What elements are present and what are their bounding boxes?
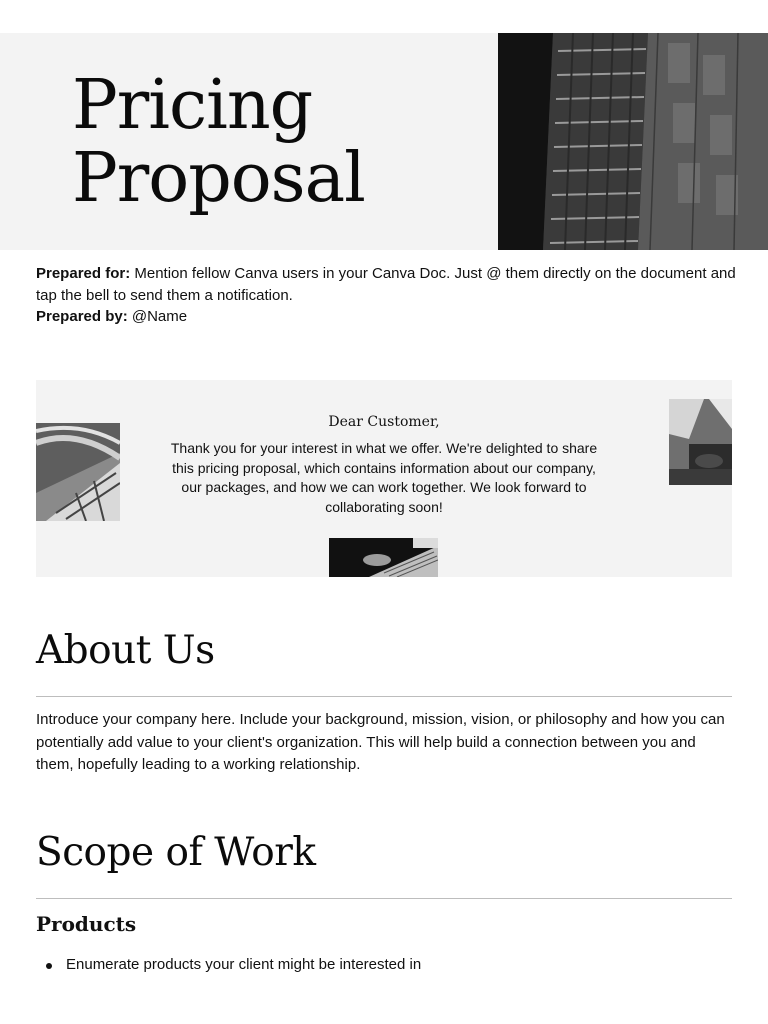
prepared-by-label: Prepared by:	[36, 308, 128, 325]
list-item	[46, 954, 421, 976]
prepared-for-label: Prepared for:	[36, 265, 131, 282]
meeting-photo	[669, 399, 732, 485]
page-title	[72, 66, 365, 218]
prepared-info	[36, 263, 736, 328]
prepared-by-text: @Name	[127, 308, 188, 325]
about-us-heading: About Us	[36, 628, 215, 673]
scope-of-work-heading: Scope of Work	[36, 830, 316, 875]
products-heading: Products	[36, 912, 137, 936]
page-title-line-2: Proposal	[72, 139, 365, 218]
letter-greeting: Dear Customer,	[328, 414, 440, 430]
prepared-for-line	[36, 263, 736, 306]
laptop-photo	[329, 538, 438, 577]
page-title-line-1: Pricing	[72, 66, 313, 145]
meeting-photo-graphic	[669, 399, 732, 485]
hero-banner	[0, 33, 768, 250]
building-photo	[498, 33, 768, 250]
letter-body: Thank you for your interest in what we offer. We're delighted to share this pricing proposal, which contains information about our company, our packages, and how we can work together. We look forward to collaborating soon!	[170, 440, 598, 515]
bullet-dot	[46, 963, 52, 969]
letter-panel	[36, 380, 732, 577]
building-photo-graphic	[498, 33, 768, 250]
products-item-text: Enumerate products your client might be interested in	[66, 956, 422, 973]
products-list	[46, 954, 421, 976]
scope-of-work-divider	[36, 898, 732, 899]
laptop-photo-graphic	[329, 538, 438, 577]
prepared-for-text: Mention fellow Canva users in your Canva Doc. Just @ them directly on the document and tap the bell to send them a notification.	[36, 265, 736, 304]
about-us-body: Introduce your company here. Include your background, mission, vision, or philosophy and how you can potentially add value to your client's organization. This will help build a connection between you and them, hopefully leading to a working relationship.	[36, 711, 725, 773]
about-us-divider	[36, 696, 732, 697]
architecture-photo	[36, 423, 120, 521]
prepared-by-line	[36, 306, 736, 328]
architecture-photo-graphic	[36, 423, 120, 521]
